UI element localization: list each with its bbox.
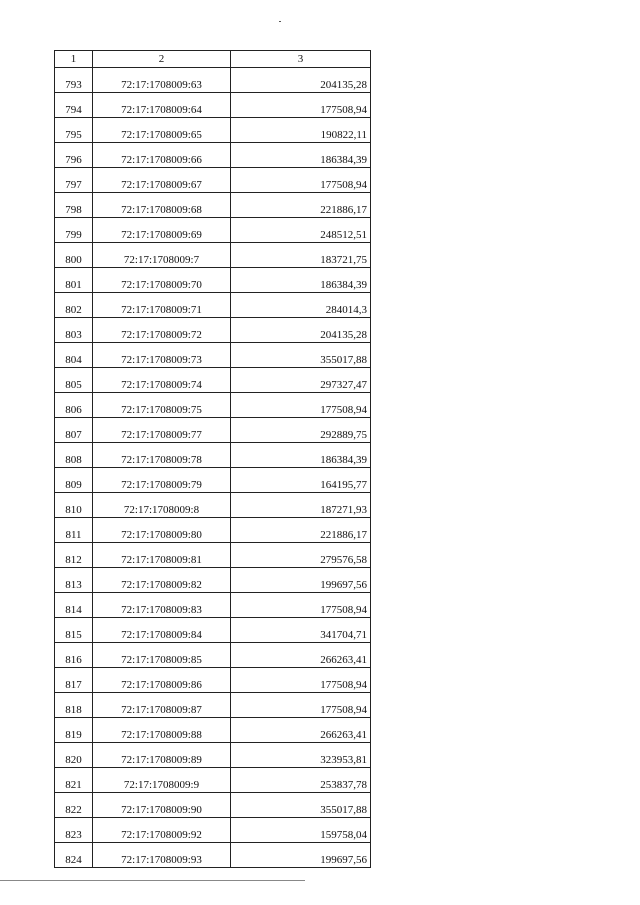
row-number-cell: 809 — [55, 468, 93, 493]
row-number-cell: 797 — [55, 168, 93, 193]
row-number-cell: 804 — [55, 343, 93, 368]
value-cell: 199697,56 — [231, 568, 371, 593]
value-cell: 355017,88 — [231, 343, 371, 368]
row-number-cell: 822 — [55, 793, 93, 818]
value-cell: 187271,93 — [231, 493, 371, 518]
row-number-cell: 803 — [55, 318, 93, 343]
row-number-cell: 795 — [55, 118, 93, 143]
row-number-cell: 794 — [55, 93, 93, 118]
column-header-2: 2 — [93, 51, 231, 68]
row-number-cell: 813 — [55, 568, 93, 593]
cadastral-number-cell: 72:17:1708009:90 — [93, 793, 231, 818]
table-row — [55, 643, 371, 668]
row-number-cell: 806 — [55, 393, 93, 418]
table-row — [55, 293, 371, 318]
value-cell: 341704,71 — [231, 618, 371, 643]
value-cell: 186384,39 — [231, 443, 371, 468]
cadastral-number-cell: 72:17:1708009:65 — [93, 118, 231, 143]
row-number-cell: 807 — [55, 418, 93, 443]
table-row — [55, 718, 371, 743]
cadastral-number-cell: 72:17:1708009:63 — [93, 68, 231, 93]
row-number-cell: 799 — [55, 218, 93, 243]
row-number-cell: 815 — [55, 618, 93, 643]
value-cell: 183721,75 — [231, 243, 371, 268]
row-number-cell: 823 — [55, 818, 93, 843]
table-row — [55, 493, 371, 518]
row-number-cell: 796 — [55, 143, 93, 168]
row-number-cell: 811 — [55, 518, 93, 543]
value-cell: 284014,3 — [231, 293, 371, 318]
value-cell: 266263,41 — [231, 718, 371, 743]
column-header-1: 1 — [55, 51, 93, 68]
table-row — [55, 143, 371, 168]
value-cell: 159758,04 — [231, 818, 371, 843]
cadastral-number-cell: 72:17:1708009:79 — [93, 468, 231, 493]
value-cell: 186384,39 — [231, 143, 371, 168]
row-number-cell: 821 — [55, 768, 93, 793]
table-row — [55, 568, 371, 593]
table-row — [55, 518, 371, 543]
cadastral-number-cell: 72:17:1708009:84 — [93, 618, 231, 643]
value-cell: 279576,58 — [231, 543, 371, 568]
table-row — [55, 118, 371, 143]
cadastral-number-cell: 72:17:1708009:87 — [93, 693, 231, 718]
row-number-cell: 816 — [55, 643, 93, 668]
value-cell: 248512,51 — [231, 218, 371, 243]
value-cell: 292889,75 — [231, 418, 371, 443]
table-row — [55, 543, 371, 568]
value-cell: 164195,77 — [231, 468, 371, 493]
value-cell: 177508,94 — [231, 693, 371, 718]
table-row — [55, 168, 371, 193]
cadastral-number-cell: 72:17:1708009:74 — [93, 368, 231, 393]
row-number-cell: 810 — [55, 493, 93, 518]
cadastral-number-cell: 72:17:1708009:78 — [93, 443, 231, 468]
cadastral-number-cell: 72:17:1708009:88 — [93, 718, 231, 743]
table-row — [55, 843, 371, 868]
cadastral-number-cell: 72:17:1708009:64 — [93, 93, 231, 118]
value-cell: 177508,94 — [231, 593, 371, 618]
cadastral-number-cell: 72:17:1708009:8 — [93, 493, 231, 518]
value-cell: 253837,78 — [231, 768, 371, 793]
table-row — [55, 93, 371, 118]
cadastral-number-cell: 72:17:1708009:82 — [93, 568, 231, 593]
cadastral-number-cell: 72:17:1708009:71 — [93, 293, 231, 318]
cadastral-number-cell: 72:17:1708009:77 — [93, 418, 231, 443]
row-number-cell: 814 — [55, 593, 93, 618]
value-cell: 221886,17 — [231, 518, 371, 543]
value-cell: 177508,94 — [231, 168, 371, 193]
table-row — [55, 593, 371, 618]
cadastral-number-cell: 72:17:1708009:86 — [93, 668, 231, 693]
row-number-cell: 798 — [55, 193, 93, 218]
table-row — [55, 693, 371, 718]
cadastral-number-cell: 72:17:1708009:69 — [93, 218, 231, 243]
table-row — [55, 368, 371, 393]
table-row — [55, 743, 371, 768]
value-cell: 204135,28 — [231, 318, 371, 343]
table-row — [55, 243, 371, 268]
value-cell: 204135,28 — [231, 68, 371, 93]
scan-speck — [279, 21, 281, 22]
cadastral-number-cell: 72:17:1708009:9 — [93, 768, 231, 793]
row-number-cell: 812 — [55, 543, 93, 568]
cadastral-number-cell: 72:17:1708009:89 — [93, 743, 231, 768]
column-header-3: 3 — [231, 51, 371, 68]
table-row — [55, 318, 371, 343]
row-number-cell: 824 — [55, 843, 93, 868]
row-number-cell: 802 — [55, 293, 93, 318]
value-cell: 177508,94 — [231, 393, 371, 418]
row-number-cell: 819 — [55, 718, 93, 743]
value-cell: 266263,41 — [231, 643, 371, 668]
table-row — [55, 418, 371, 443]
table-header-row — [55, 51, 371, 68]
table-row — [55, 818, 371, 843]
row-number-cell: 801 — [55, 268, 93, 293]
cadastral-number-cell: 72:17:1708009:85 — [93, 643, 231, 668]
table-row — [55, 343, 371, 368]
row-number-cell: 817 — [55, 668, 93, 693]
cadastral-number-cell: 72:17:1708009:70 — [93, 268, 231, 293]
table-row — [55, 468, 371, 493]
value-cell: 355017,88 — [231, 793, 371, 818]
cadastral-number-cell: 72:17:1708009:66 — [93, 143, 231, 168]
row-number-cell: 805 — [55, 368, 93, 393]
table-row — [55, 618, 371, 643]
table-row — [55, 393, 371, 418]
cadastral-number-cell: 72:17:1708009:72 — [93, 318, 231, 343]
table-row — [55, 793, 371, 818]
table-body — [55, 51, 371, 868]
cadastral-number-cell: 72:17:1708009:7 — [93, 243, 231, 268]
table-row — [55, 193, 371, 218]
value-cell: 323953,81 — [231, 743, 371, 768]
cadastral-table — [54, 50, 371, 868]
value-cell: 177508,94 — [231, 93, 371, 118]
cadastral-number-cell: 72:17:1708009:75 — [93, 393, 231, 418]
row-number-cell: 800 — [55, 243, 93, 268]
row-number-cell: 808 — [55, 443, 93, 468]
cadastral-number-cell: 72:17:1708009:68 — [93, 193, 231, 218]
cadastral-number-cell: 72:17:1708009:73 — [93, 343, 231, 368]
table-row — [55, 668, 371, 693]
cadastral-number-cell: 72:17:1708009:67 — [93, 168, 231, 193]
value-cell: 297327,47 — [231, 368, 371, 393]
cadastral-number-cell: 72:17:1708009:83 — [93, 593, 231, 618]
table-row — [55, 218, 371, 243]
value-cell: 221886,17 — [231, 193, 371, 218]
value-cell: 177508,94 — [231, 668, 371, 693]
row-number-cell: 820 — [55, 743, 93, 768]
cadastral-number-cell: 72:17:1708009:93 — [93, 843, 231, 868]
table-row — [55, 68, 371, 93]
value-cell: 186384,39 — [231, 268, 371, 293]
table-row — [55, 443, 371, 468]
cadastral-number-cell: 72:17:1708009:80 — [93, 518, 231, 543]
row-number-cell: 818 — [55, 693, 93, 718]
cadastral-number-cell: 72:17:1708009:81 — [93, 543, 231, 568]
cadastral-number-cell: 72:17:1708009:92 — [93, 818, 231, 843]
footer-rule — [0, 880, 305, 881]
table-row — [55, 768, 371, 793]
table-row — [55, 268, 371, 293]
value-cell: 199697,56 — [231, 843, 371, 868]
row-number-cell: 793 — [55, 68, 93, 93]
value-cell: 190822,11 — [231, 118, 371, 143]
